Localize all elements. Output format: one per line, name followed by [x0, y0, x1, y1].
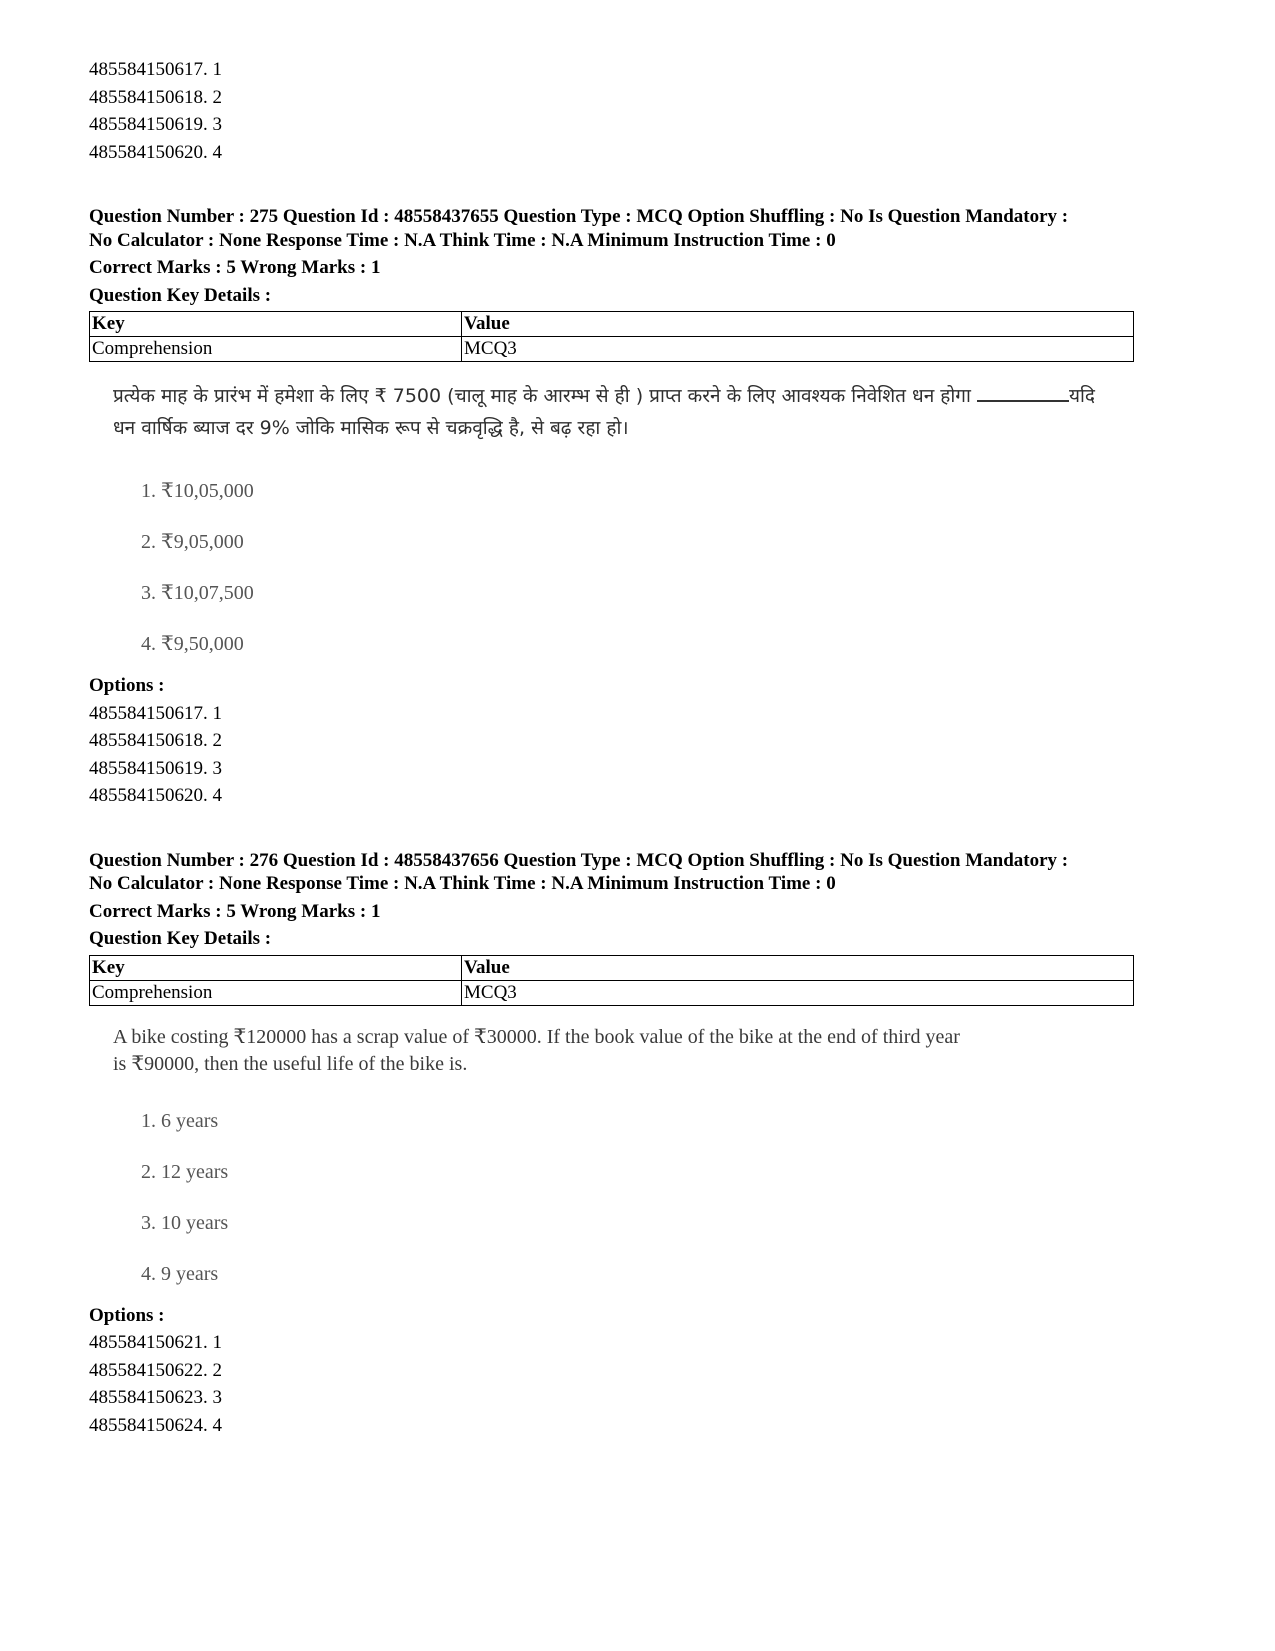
key-details-label: Question Key Details : — [89, 284, 272, 306]
table-cell-value: MCQ3 — [462, 980, 1134, 1005]
choice-item: 4. 9 years — [141, 1262, 219, 1285]
table-header-key: Key — [90, 955, 462, 980]
table-cell-value: MCQ3 — [462, 337, 1134, 362]
marks-line: Correct Marks : 5 Wrong Marks : 1 — [89, 257, 381, 278]
choices-list — [141, 1096, 1134, 1300]
question-275-block — [89, 205, 1134, 810]
options-label: Options : — [89, 675, 165, 696]
question-header-line2: No Calculator : None Response Time : N.A Think Time : N.A Minimum Instruction Time : 0 — [89, 873, 836, 894]
key-details-label: Question Key Details : — [89, 928, 272, 949]
choice-item: 3. 10 years — [141, 1211, 229, 1234]
choice-item: 4. ₹9,50,000 — [141, 633, 244, 655]
question-text-part2: यदि धन वार्षिक ब्याज दर 9% जोकि मासिक रूप से चक्रवृद्धि है, से बढ़ रहा हो। — [113, 385, 1095, 439]
table-header-value: Value — [462, 955, 1134, 980]
table-header-key: Key — [90, 312, 462, 337]
option-id: 485584150619. 3 — [89, 757, 222, 779]
option-id: 485584150617. 1 — [89, 59, 222, 80]
marks-line: Correct Marks : 5 Wrong Marks : 1 — [89, 900, 381, 922]
option-id: 485584150622. 2 — [89, 1359, 222, 1381]
option-id: 485584150620. 4 — [89, 141, 222, 163]
previous-options-list — [89, 56, 1134, 166]
option-id: 485584150621. 1 — [89, 1332, 222, 1353]
options-label: Options : — [89, 1304, 165, 1326]
table-row — [90, 337, 1134, 362]
question-header-line1: Question Number : 276 Question Id : 48558437656 Question Type : MCQ Option Shuffling : No Is Question Mandatory : — [89, 849, 1069, 871]
option-id: 485584150620. 4 — [89, 785, 222, 806]
option-id: 485584150623. 3 — [89, 1387, 222, 1408]
option-id: 485584150624. 4 — [89, 1414, 222, 1436]
option-id: 485584150617. 1 — [89, 702, 222, 724]
question-text-part1: प्रत्येक माह के प्रारंभ में हमेशा के लिए ₹ 7500 (चालू माह के आरम्भ से ही ) प्राप्त करने के लिए आवश्यक निवेशित धन होगा — [113, 385, 971, 407]
question-text-image — [113, 380, 1103, 444]
table-row — [90, 980, 1134, 1005]
question-text-line2: is ₹90000, then the useful life of the bike is. — [113, 1052, 468, 1075]
choice-item: 1. 6 years — [141, 1109, 219, 1132]
choice-item: 2. ₹9,05,000 — [141, 531, 244, 553]
choice-item: 1. ₹10,05,000 — [141, 480, 254, 502]
table-cell-key: Comprehension — [90, 980, 462, 1005]
question-text-image — [113, 1024, 1103, 1078]
choice-item: 3. ₹10,07,500 — [141, 582, 254, 604]
question-276-block — [89, 849, 1134, 1440]
answer-blank — [977, 382, 1069, 402]
question-header-line1: Question Number : 275 Question Id : 48558437655 Question Type : MCQ Option Shuffling : No Is Question Mandatory : — [89, 206, 1069, 227]
option-id: 485584150618. 2 — [89, 86, 222, 108]
document-page — [89, 56, 1134, 1439]
choices-list — [141, 466, 1134, 670]
question-text-line1: A bike costing ₹120000 has a scrap value of ₹30000. If the book value of the bike at the end of third year — [113, 1025, 960, 1048]
question-header-line2: No Calculator : None Response Time : N.A Think Time : N.A Minimum Instruction Time : 0 — [89, 229, 836, 251]
table-cell-key: Comprehension — [90, 337, 462, 362]
choice-item: 2. 12 years — [141, 1160, 229, 1183]
option-id: 485584150618. 2 — [89, 730, 222, 751]
key-details-table — [89, 955, 1134, 1006]
key-details-table — [89, 311, 1134, 362]
option-id: 485584150619. 3 — [89, 114, 222, 135]
table-header-value: Value — [462, 312, 1134, 337]
